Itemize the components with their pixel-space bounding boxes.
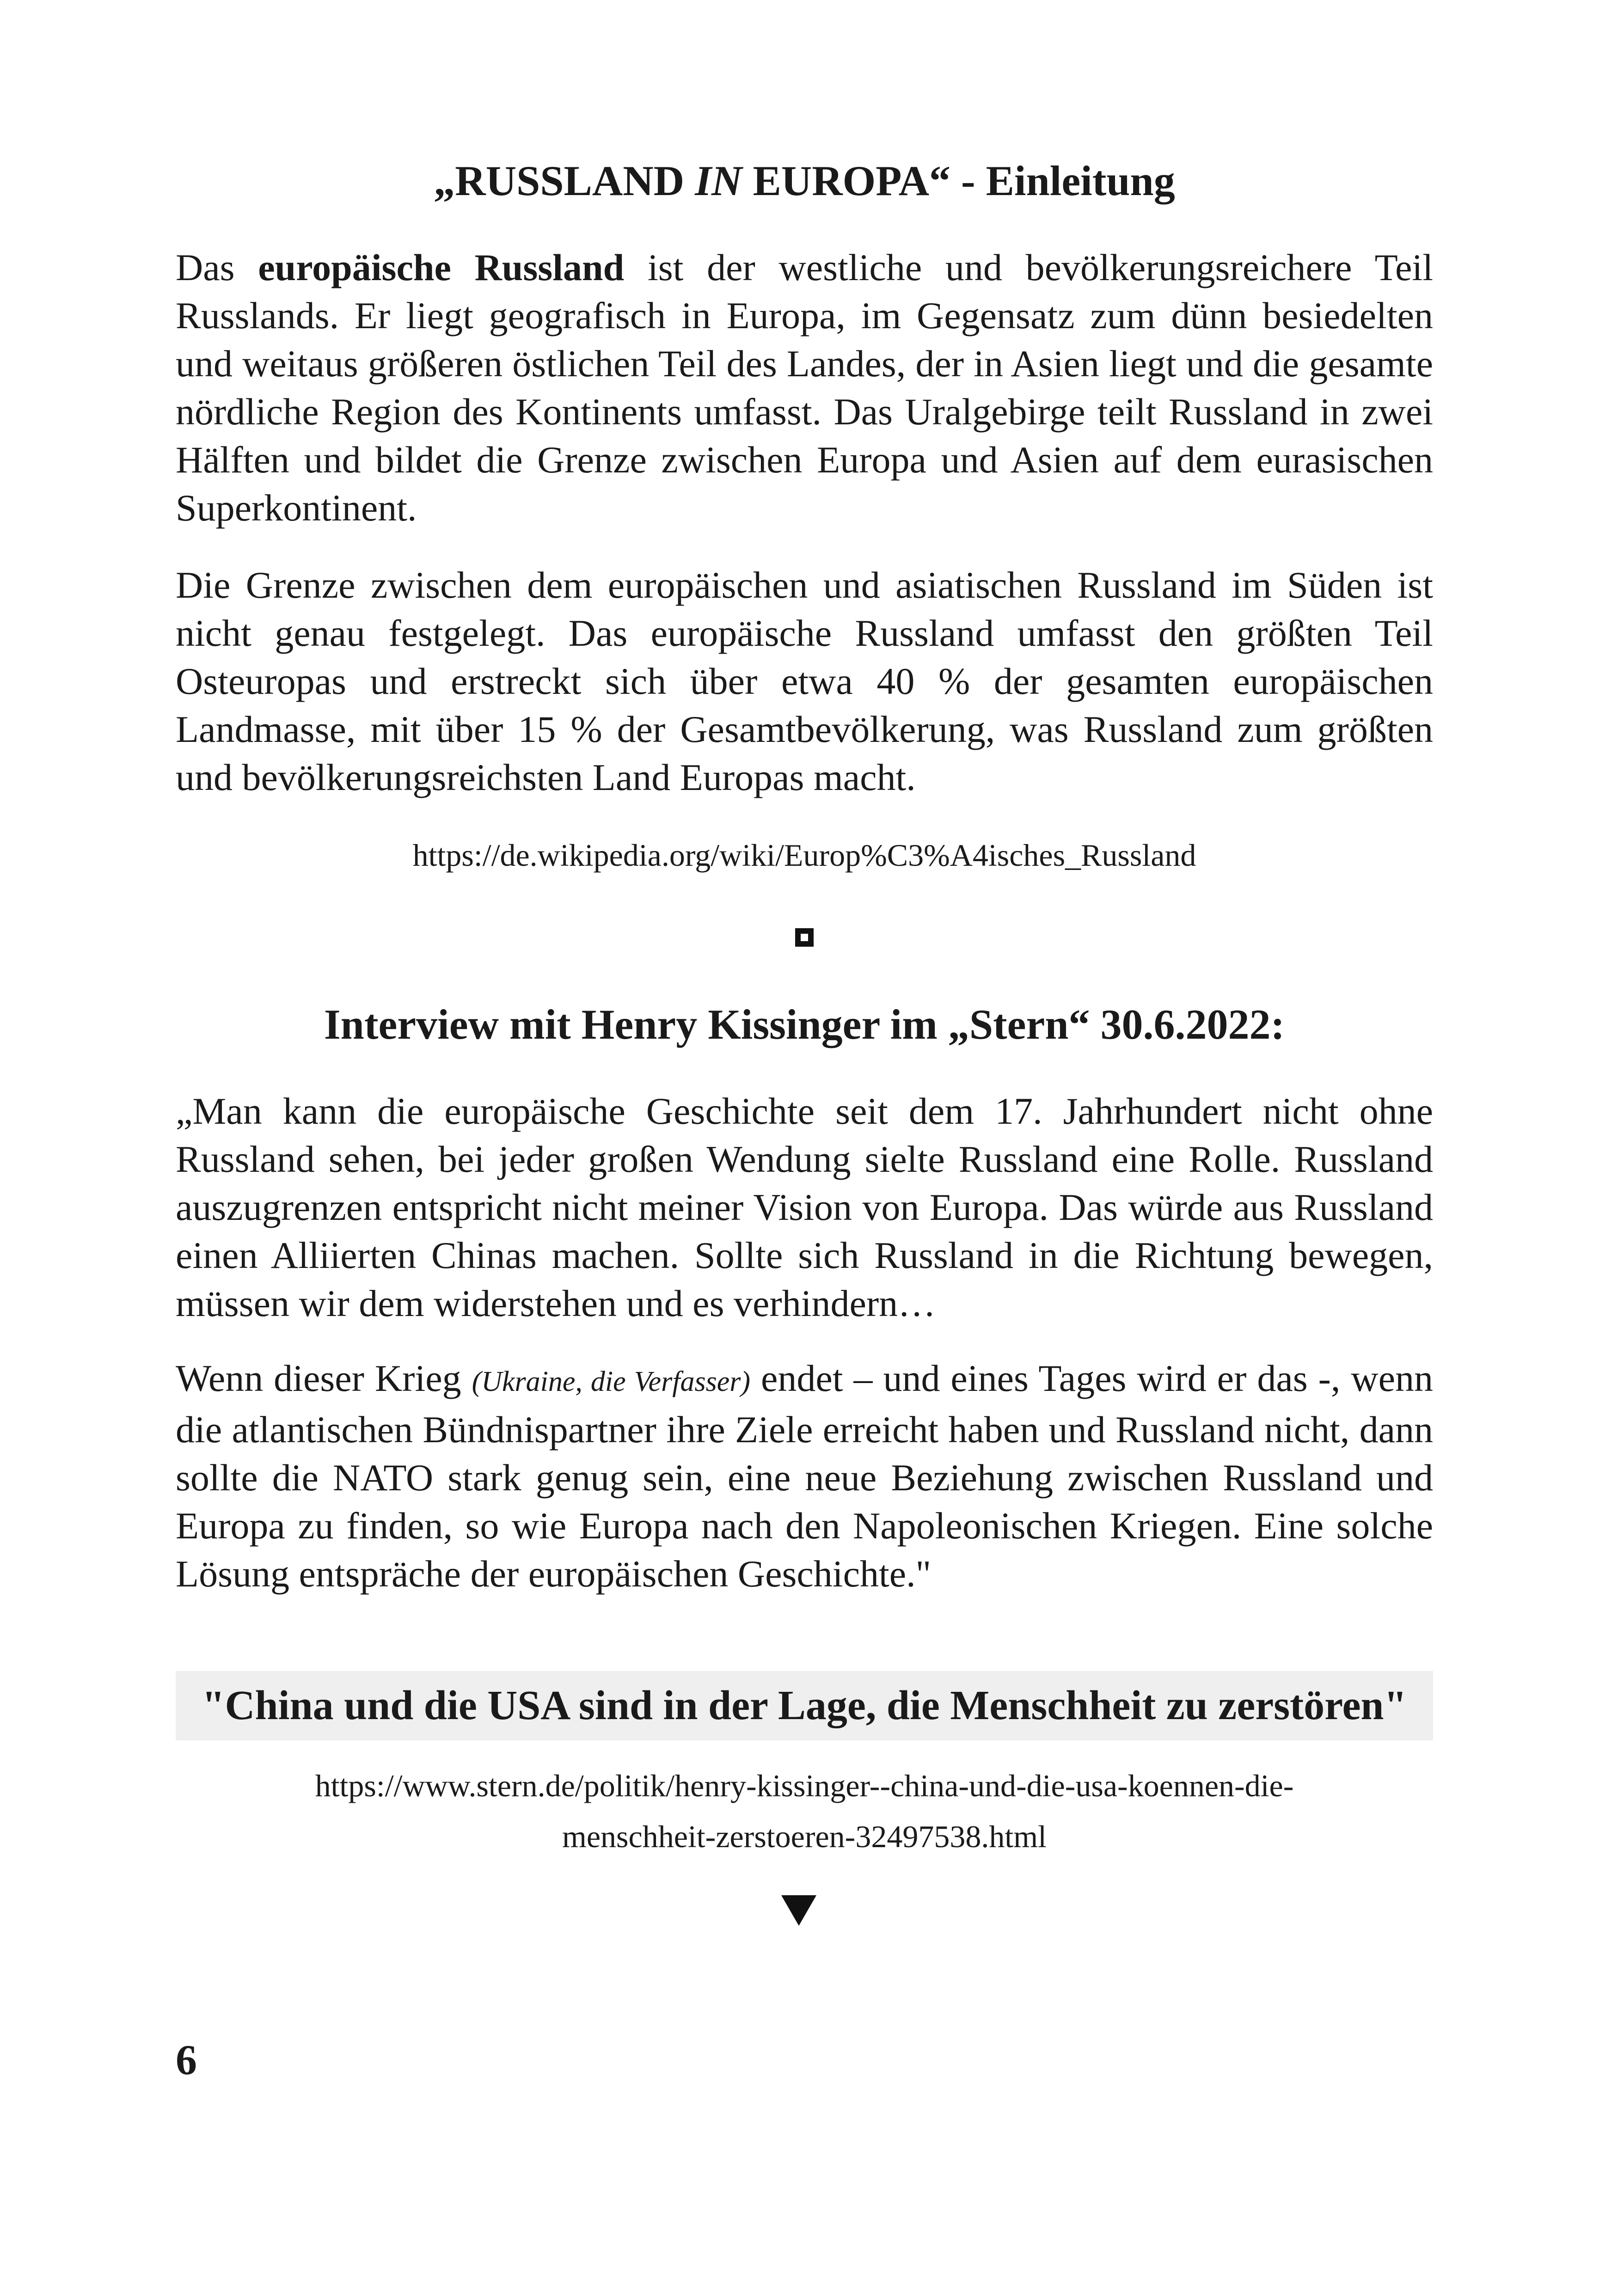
editor-note: (Ukraine, die Verfasser) bbox=[472, 1366, 751, 1397]
stern-source-line-2[interactable]: menschheit-zerstoeren-32497538.html bbox=[562, 1819, 1047, 1854]
interview-p2-rest: endet – und eines Tages wird er das -, wenn die atlantischen Bündnispartner ihre Ziele erreicht haben und Russland nicht, dann sollte die NATO stark genug sein, eine neue Beziehung zwischen Russland und Europa zu finden, so wie Europa nach den Napoleonischen Kriegen. Eine solche Lösung entspräche der europäischen Geschichte." bbox=[176, 1357, 1433, 1595]
headline-quote: "China und die USA sind in der Lage, die Menschheit zu zerstören" bbox=[176, 1671, 1433, 1740]
wikipedia-source-link[interactable]: https://de.wikipedia.org/wiki/Europ%C3%A4isches_Russland bbox=[412, 838, 1196, 873]
intro-paragraph-2: Die Grenze zwischen dem europäischen und asiatischen Russland im Süden ist nicht genau festgelegt. Das europäische Russland umfasst den größten Teil Osteuropas und erstreckt sich über etwa 40 % der gesamten europäischen Landmasse, mit über 15 % der Gesamtbevölkerung, was Russland zum größten und bevölkerungsreichsten Land Europas macht. bbox=[176, 564, 1433, 798]
interview-paragraph-2 bbox=[176, 1354, 1433, 1598]
square-bullet-icon bbox=[795, 928, 814, 947]
interview-paragraph-1: „Man kann die europäische Geschichte seit dem 17. Jahrhundert nicht ohne Russland sehen, bei jeder großen Wendung sielte Russland eine Rolle. Russland auszugrenzen entspricht nicht meiner Vision von Europa. Das würde aus Russland einen Alliierten Chinas machen. Sollte sich Russland in die Richtung bewegen, müssen wir dem widerstehen und es verhindern… bbox=[176, 1090, 1433, 1324]
intro-paragraph-1 bbox=[176, 244, 1433, 532]
intro-lead: Das bbox=[176, 246, 258, 288]
interview-p2-lead: Wenn dieser Krieg bbox=[176, 1357, 472, 1399]
title-part-3: EUROPA“ - Einleitung bbox=[742, 157, 1175, 204]
intro-rest: ist der westliche und bevölkerungsreichere Teil Russlands. Er liegt geografisch in Europa, im Gegensatz zum dünn besiedelten und weitaus größeren östlichen Teil des Landes, der in Asien liegt und die gesamte nördliche Region des Kontinents umfasst. Das Uralgebirge teilt Russland in zwei Hälften und bildet die Grenze zwischen Europa und Asien auf dem eurasischen Superkontinent. bbox=[176, 246, 1433, 529]
section-title-kissinger-interview: Interview mit Henry Kissinger im „Stern“ 30.6.2022: bbox=[324, 1001, 1285, 1048]
section-title-russland-in-europa bbox=[176, 159, 1433, 202]
stern-source-link[interactable] bbox=[176, 1760, 1433, 1862]
intro-bold-term: europäische Russland bbox=[258, 246, 625, 288]
title-part-1: „RUSSLAND bbox=[434, 157, 695, 204]
down-triangle-icon bbox=[781, 1895, 816, 1926]
title-italic-in: IN bbox=[695, 157, 742, 204]
stern-source-line-1[interactable]: https://www.stern.de/politik/henry-kissinger--china-und-die-usa-koennen-die- bbox=[315, 1768, 1294, 1803]
page-number: 6 bbox=[176, 2036, 197, 2083]
